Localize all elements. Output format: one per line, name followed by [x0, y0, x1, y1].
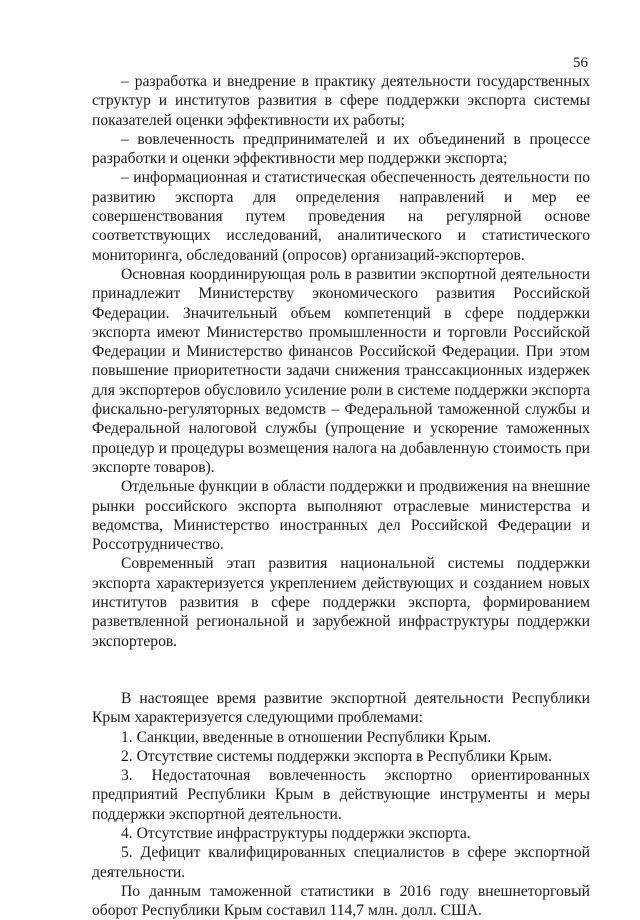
paragraph: В настоящее время развитие экспортной деятельности Республики Крым характеризуется следующими проблемами: — [92, 689, 590, 727]
paragraph: Основная координирующая роль в развитии экспортной деятельности принадлежит Министерству экономического развития Российской Федерации. Значительный объем компетенций в сфере поддержки экспорта имеют Министерство промышленности и торговли Российской Федерации и Министерство финансов Российской Федерации. При этом повышение приоритетности задачи снижения транссакционных издержек для экспортеров обусловило усиление роли в системе поддержки экспорта фискально-регуляторных ведомств – Федеральной таможенной службы и Федеральной налоговой службы (упрощение и ускорение таможенных процедур и процедуры возмещения налога на добавленную стоимость при экспорте товаров). — [92, 265, 590, 476]
list-item: 1. Санкции, введенные в отношении Республики Крым. — [121, 728, 492, 746]
paragraph: – информационная и статистическая обеспеченность деятельности по развитию экспорта для определения направлений и мер ее совершенствования путем проведения на регулярной основе соответствующих исследований, аналитического и статистического мониторинга, обследований (опросов) организаций-экспортеров. — [92, 169, 590, 264]
document-body — [92, 72, 590, 920]
paragraph: – вовлеченность предпринимателей и их объединений в процессе разработки и оценки эффективности мер поддержки экспорта; — [92, 130, 590, 168]
paragraph: Современный этап развития национальной системы поддержки экспорта характеризуется укреплением действующих и созданием новых институтов развития в сфере поддержки экспорта, формированием разветвленной региональной и зарубежной инфраструктуры поддержки экспортеров. — [92, 555, 590, 650]
section-spacer — [92, 670, 590, 689]
list-item: 5. Дефицит квалифицированных специалистов в сфере экспортной деятельности. — [92, 844, 590, 881]
paragraph: – разработка и внедрение в практику деятельности государственных структур и институтов развития в сфере поддержки экспорта системы показателей оценки эффективности их работы; — [92, 73, 590, 129]
list-item: 3. Недостаточная вовлеченность экспортно ориентированных предприятий Республики Крым в действующие инструменты и меры поддержки экспортной деятельности. — [92, 767, 590, 823]
paragraph: Отдельные функции в области поддержки и продвижения на внешние рынки российского экспорта выполняют отраслевые министерства и ведомства, Министерство иностранных дел Российской Федерации и Россотрудничество. — [92, 478, 590, 554]
page-number: 56 — [573, 55, 588, 71]
section-spacer — [92, 651, 590, 670]
list-item: 2. Отсутствие системы поддержки экспорта в Республики Крым. — [121, 747, 552, 765]
paragraph: По данным таможенной статистики в 2016 году внешнеторговый оборот Республики Крым составил 114,7 млн. долл. США. — [92, 882, 590, 920]
list-item: 4. Отсутствие инфраструктуры поддержки экспорта. — [121, 824, 471, 842]
